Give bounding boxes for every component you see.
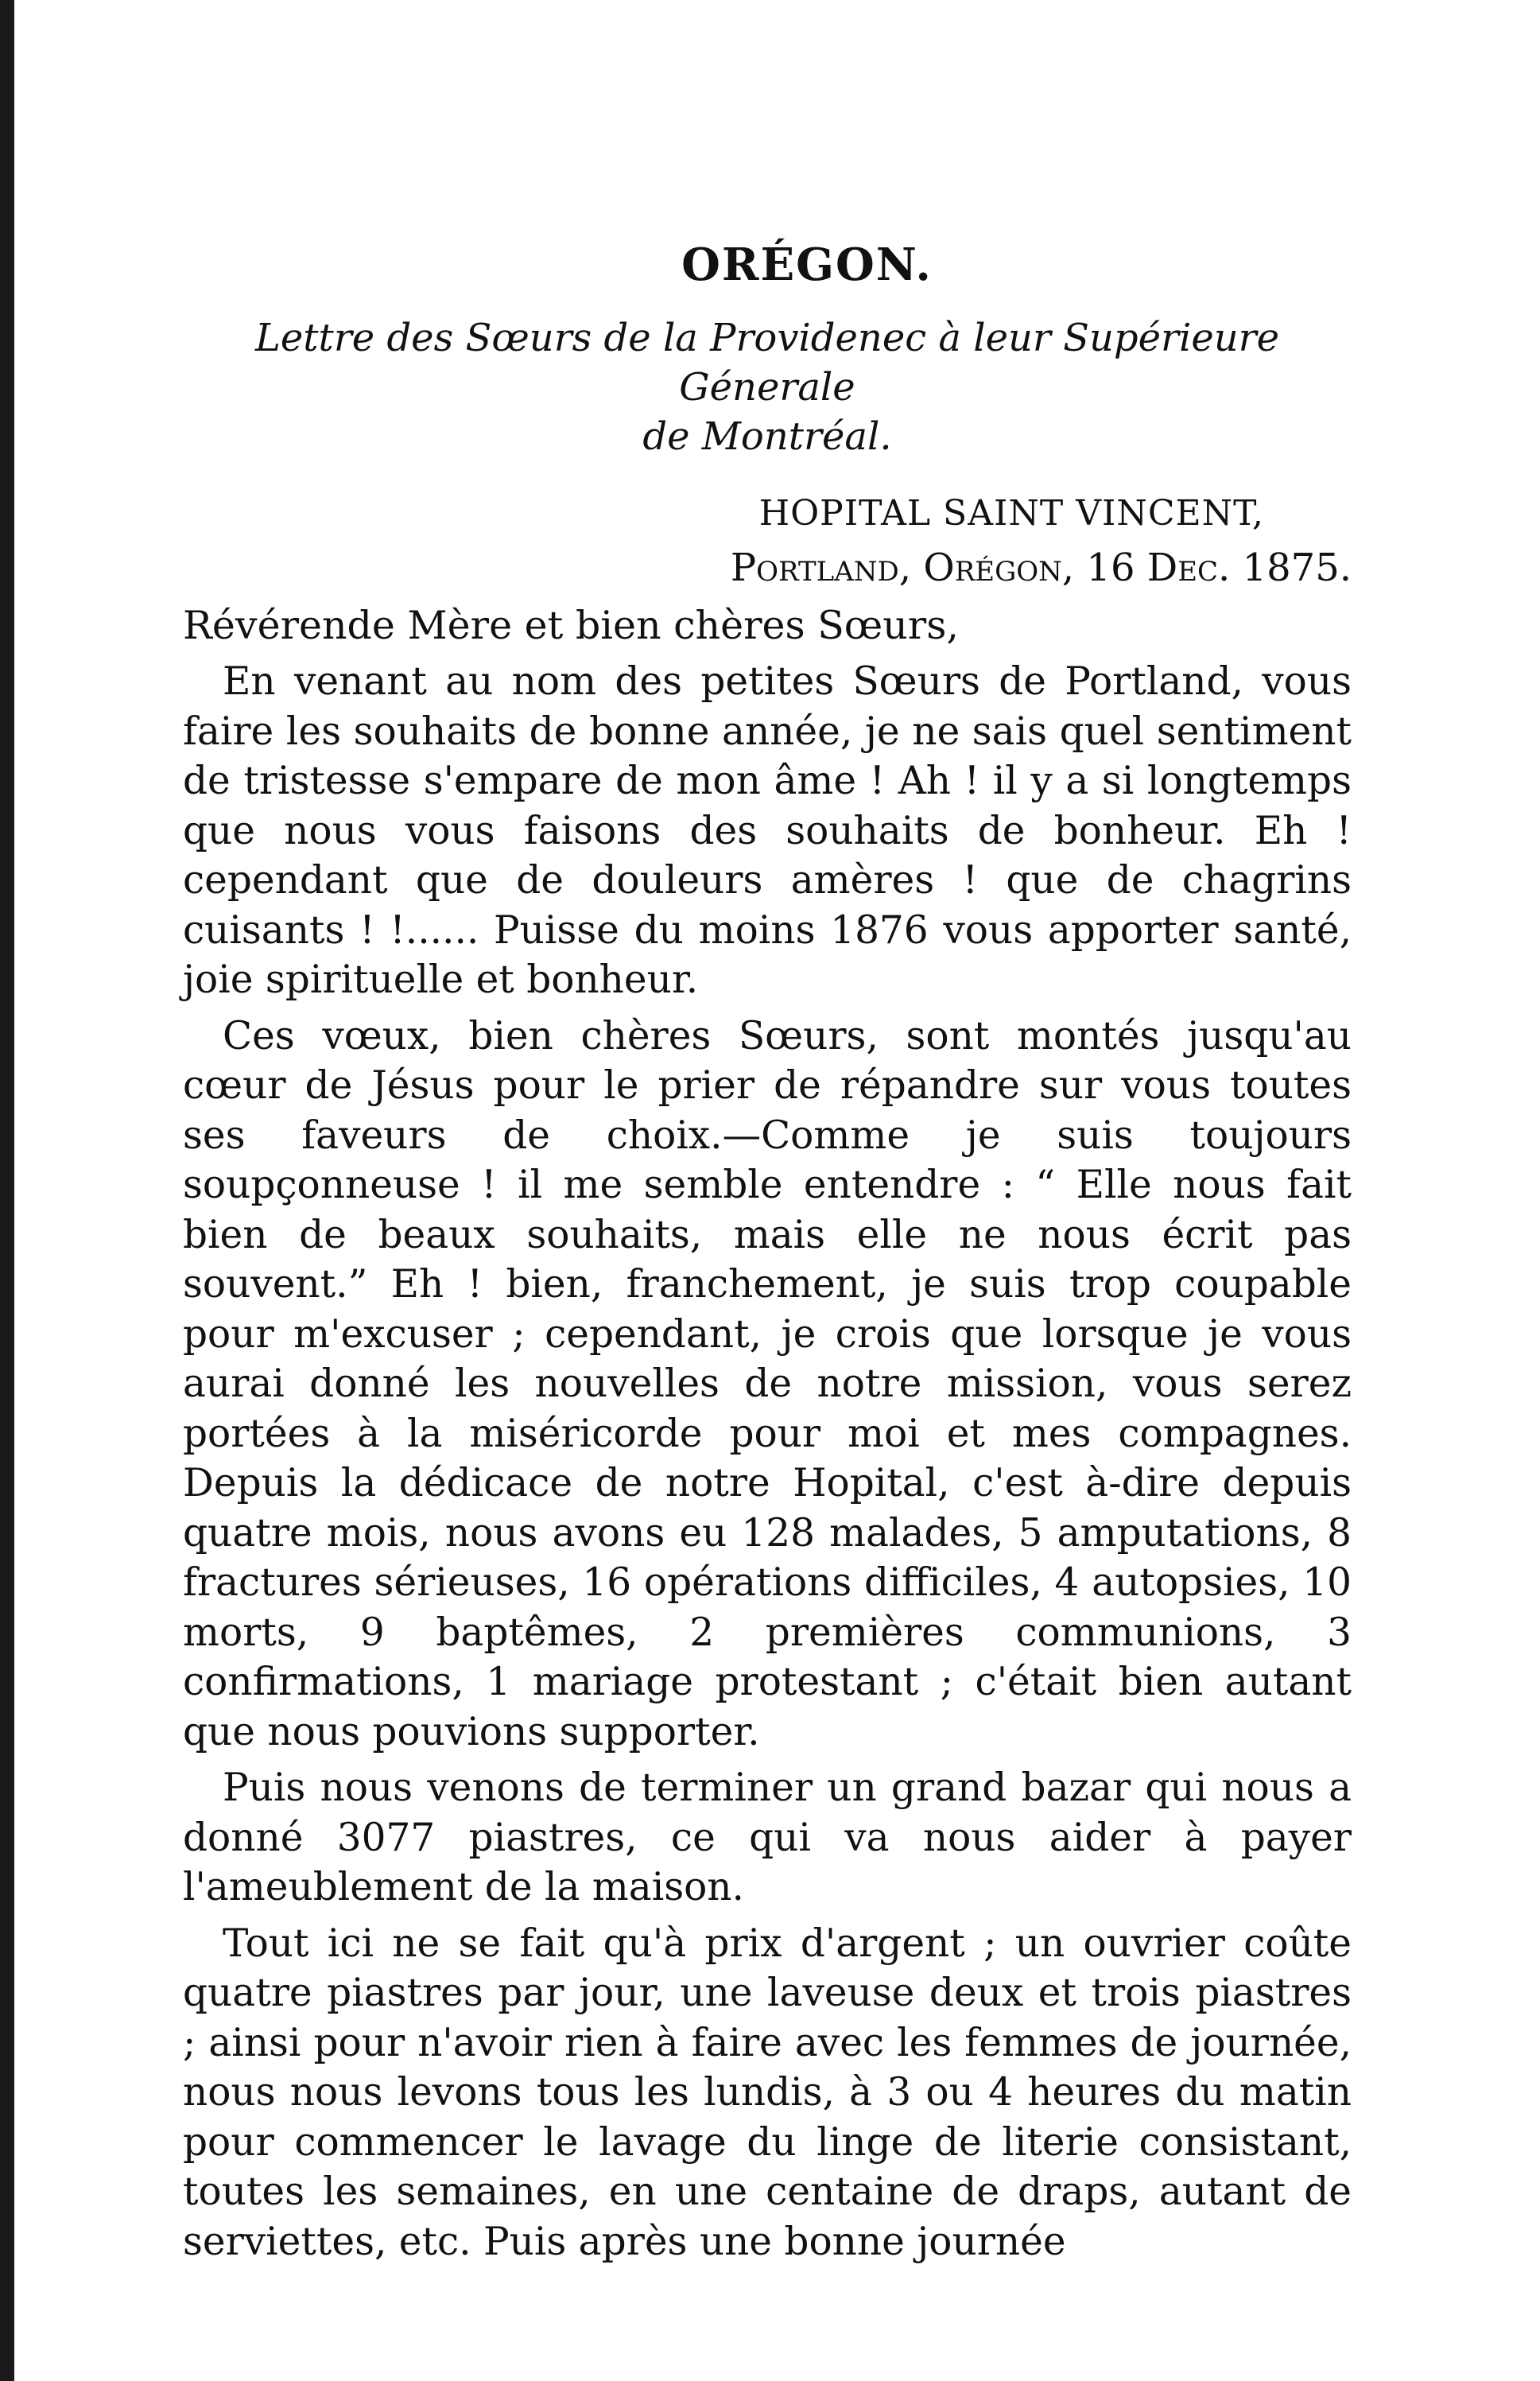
page-title: ORÉGON. xyxy=(681,239,933,291)
paragraph-2: Ces vœux, bien chères Sœurs, sont montés jusqu'au cœur de Jésus pour le prier de répandre sur vous toutes ses faveurs de choix.—Comme je suis toujours soupçonneuse ! il me semble entendre : “ Elle nous fait bien de beaux souhaits, mais elle ne nous écrit pas souvent.” Eh ! bien, franchement, je suis trop coupable pour m'excuser ; cependant, je crois que lorsque je vous aurai donné les nouvelles de notre mission, vous serez portées à la miséricorde pour moi et mes compagnes. Depuis la dédicace de notre Hopital, c'est à-dire depuis quatre mois, nous avons eu 128 malades, 5 amputations, 8 fractures sérieuses, 16 opérations difficiles, 4 autopsies, 10 morts, 9 baptêmes, 2 premières communions, 3 confirmations, 1 mariage protestant ; c'était bien autant que nous pouvions supporter. xyxy=(183,1013,1352,1754)
letterhead-place: HOPITAL SAINT VINCENT, xyxy=(758,493,1264,534)
salutation: Révérende Mère et bien chères Sœurs, xyxy=(183,603,959,648)
paragraph-3: Puis nous venons de terminer un grand bazar qui nous a donné 3077 piastres, ce qui va nous aider à payer l'ameublement de la maison. xyxy=(183,1765,1352,1909)
document-page xyxy=(183,239,1352,2273)
paragraph-4: Tout ici ne se fait qu'à prix d'argent ; un ouvrier coûte quatre piastres par jour, une laveuse deux et trois piastres ; ainsi pour n'avoir rien à faire avec les femmes de journée, nous nous levons tous les lundis, à 3 ou 4 heures du matin pour commencer le lavage du linge de literie consistant, toutes les semaines, en une centaine de draps, autant de serviettes, etc. Puis après une bonne journée xyxy=(183,1921,1352,2264)
book-spine-edge xyxy=(0,0,14,2381)
letterhead-date: Portland, Orégon, 16 Dec. 1875. xyxy=(730,546,1352,590)
paragraph-1: En venant au nom des petites Sœurs de Portland, vous faire les souhaits de bonne année, je ne sais quel sentiment de tristesse s'empare de mon âme ! Ah ! il y a si longtemps que nous vous faisons des souhaits de bonheur. Eh ! cependant que de douleurs amères ! que de chagrins cuisants ! !...... Puisse du moins 1876 vous apporter santé, joie spirituelle et bonheur. xyxy=(183,659,1352,1002)
subtitle-line-1: Lettre des Sœurs de la Providenec à leur Supérieure Génerale xyxy=(254,316,1280,410)
subtitle-line-2: de Montréal. xyxy=(642,414,892,459)
letter-subtitle xyxy=(183,313,1352,461)
